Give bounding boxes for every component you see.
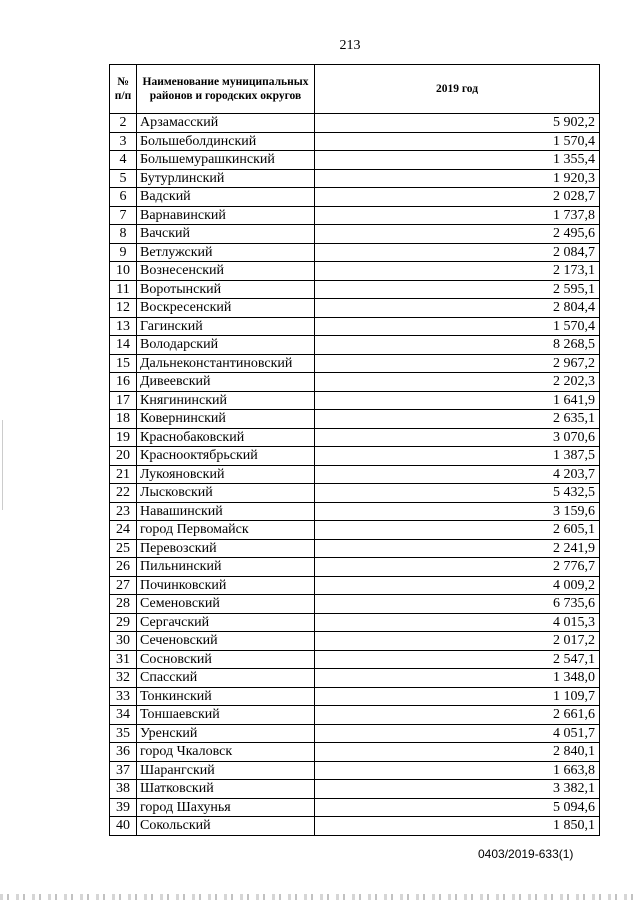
- row-value: 2 635,1: [315, 410, 600, 429]
- row-number: 12: [110, 299, 137, 318]
- row-value: 1 737,8: [315, 206, 600, 225]
- table-row: [110, 669, 600, 688]
- table-row: [110, 761, 600, 780]
- row-value: 2 661,6: [315, 706, 600, 725]
- table-row: [110, 817, 600, 836]
- row-number: 22: [110, 484, 137, 503]
- table-row: [110, 280, 600, 299]
- row-district-name: Семеновский: [137, 595, 315, 614]
- row-number: 21: [110, 465, 137, 484]
- row-district-name: Бутурлинский: [137, 169, 315, 188]
- row-district-name: Большеболдинский: [137, 132, 315, 151]
- row-district-name: Лысковский: [137, 484, 315, 503]
- row-number: 37: [110, 761, 137, 780]
- row-number: 23: [110, 502, 137, 521]
- row-value: 1 641,9: [315, 391, 600, 410]
- row-number: 16: [110, 373, 137, 392]
- row-district-name: Починковский: [137, 576, 315, 595]
- row-number: 33: [110, 687, 137, 706]
- row-value: 2 605,1: [315, 521, 600, 540]
- row-district-name: Княгининский: [137, 391, 315, 410]
- table-row: [110, 576, 600, 595]
- table-row: [110, 447, 600, 466]
- row-value: 2 547,1: [315, 650, 600, 669]
- table-row: [110, 188, 600, 207]
- table-row: [110, 706, 600, 725]
- row-district-name: Ветлужский: [137, 243, 315, 262]
- table-row: [110, 465, 600, 484]
- row-district-name: Вадский: [137, 188, 315, 207]
- table-row: [110, 225, 600, 244]
- row-value: 1 570,4: [315, 317, 600, 336]
- row-district-name: Сергачский: [137, 613, 315, 632]
- row-district-name: Сеченовский: [137, 632, 315, 651]
- row-number: 15: [110, 354, 137, 373]
- table-row: [110, 521, 600, 540]
- table-row: [110, 336, 600, 355]
- table-row: [110, 373, 600, 392]
- row-district-name: Шатковский: [137, 780, 315, 799]
- row-value: 2 967,2: [315, 354, 600, 373]
- row-value: 4 203,7: [315, 465, 600, 484]
- row-district-name: Сосновский: [137, 650, 315, 669]
- row-number: 8: [110, 225, 137, 244]
- table-row: [110, 595, 600, 614]
- table-row: [110, 410, 600, 429]
- row-number: 20: [110, 447, 137, 466]
- row-value: 2 202,3: [315, 373, 600, 392]
- table-row: [110, 169, 600, 188]
- row-value: 2 804,4: [315, 299, 600, 318]
- row-number: 17: [110, 391, 137, 410]
- table-row: [110, 743, 600, 762]
- row-district-name: Воскресенский: [137, 299, 315, 318]
- row-district-name: Перевозский: [137, 539, 315, 558]
- row-number: 2: [110, 114, 137, 133]
- table-row: [110, 206, 600, 225]
- table-row: [110, 391, 600, 410]
- table-row: [110, 243, 600, 262]
- row-district-name: Пильнинский: [137, 558, 315, 577]
- row-number: 10: [110, 262, 137, 281]
- row-value: 1 570,4: [315, 132, 600, 151]
- table-row: [110, 299, 600, 318]
- row-number: 11: [110, 280, 137, 299]
- row-value: 4 009,2: [315, 576, 600, 595]
- row-value: 2 776,7: [315, 558, 600, 577]
- table-row: [110, 798, 600, 817]
- row-number: 38: [110, 780, 137, 799]
- row-district-name: Сокольский: [137, 817, 315, 836]
- row-district-name: Спасский: [137, 669, 315, 688]
- row-number: 13: [110, 317, 137, 336]
- table-row: [110, 317, 600, 336]
- row-number: 18: [110, 410, 137, 429]
- row-number: 35: [110, 724, 137, 743]
- header-year: 2019 год: [315, 65, 600, 114]
- scan-bottom-strip: [0, 894, 640, 900]
- header-name: Наименование муниципальных районов и городских округов: [137, 65, 315, 114]
- row-value: 4 015,3: [315, 613, 600, 632]
- row-value: 2 595,1: [315, 280, 600, 299]
- document-code: 0403/2019-633(1): [478, 847, 574, 861]
- row-district-name: Большемурашкинский: [137, 151, 315, 170]
- table-row: [110, 502, 600, 521]
- row-district-name: Навашинский: [137, 502, 315, 521]
- row-number: 9: [110, 243, 137, 262]
- row-number: 7: [110, 206, 137, 225]
- row-number: 31: [110, 650, 137, 669]
- row-number: 39: [110, 798, 137, 817]
- row-value: 4 051,7: [315, 724, 600, 743]
- header-number-text: № п/п: [114, 76, 132, 102]
- table-body: [110, 114, 600, 836]
- row-district-name: Вознесенский: [137, 262, 315, 281]
- table-row: [110, 650, 600, 669]
- row-value: 1 387,5: [315, 447, 600, 466]
- page-number: 213: [339, 38, 361, 53]
- row-number: 3: [110, 132, 137, 151]
- row-value: 5 902,2: [315, 114, 600, 133]
- row-number: 19: [110, 428, 137, 447]
- row-district-name: Краснобаковский: [137, 428, 315, 447]
- table-row: [110, 613, 600, 632]
- row-district-name: город Первомайск: [137, 521, 315, 540]
- row-district-name: Краснооктябрьский: [137, 447, 315, 466]
- row-value: 3 159,6: [315, 502, 600, 521]
- table-row: [110, 724, 600, 743]
- row-number: 4: [110, 151, 137, 170]
- row-value: 1 348,0: [315, 669, 600, 688]
- row-number: 26: [110, 558, 137, 577]
- row-district-name: Тоншаевский: [137, 706, 315, 725]
- table-row: [110, 151, 600, 170]
- row-value: 8 268,5: [315, 336, 600, 355]
- table-header-row: [110, 65, 600, 114]
- row-value: 2 028,7: [315, 188, 600, 207]
- row-number: 5: [110, 169, 137, 188]
- table-row: [110, 558, 600, 577]
- row-value: 2 241,9: [315, 539, 600, 558]
- row-district-name: Дивеевский: [137, 373, 315, 392]
- row-number: 14: [110, 336, 137, 355]
- row-value: 5 432,5: [315, 484, 600, 503]
- row-value: 3 070,6: [315, 428, 600, 447]
- row-value: 5 094,6: [315, 798, 600, 817]
- row-number: 27: [110, 576, 137, 595]
- row-value: 2 495,6: [315, 225, 600, 244]
- row-district-name: Володарский: [137, 336, 315, 355]
- row-district-name: Воротынский: [137, 280, 315, 299]
- row-district-name: город Шахунья: [137, 798, 315, 817]
- table-row: [110, 132, 600, 151]
- table-row: [110, 114, 600, 133]
- row-value: 1 920,3: [315, 169, 600, 188]
- table-row: [110, 354, 600, 373]
- table-row: [110, 428, 600, 447]
- row-value: 1 109,7: [315, 687, 600, 706]
- row-district-name: Арзамасский: [137, 114, 315, 133]
- row-district-name: Ковернинский: [137, 410, 315, 429]
- row-district-name: Гагинский: [137, 317, 315, 336]
- table-row: [110, 632, 600, 651]
- row-value: 2 840,1: [315, 743, 600, 762]
- row-value: 2 173,1: [315, 262, 600, 281]
- table-row: [110, 484, 600, 503]
- row-value: 1 355,4: [315, 151, 600, 170]
- row-number: 34: [110, 706, 137, 725]
- row-district-name: Варнавинский: [137, 206, 315, 225]
- row-district-name: Вачский: [137, 225, 315, 244]
- header-number: [110, 65, 137, 114]
- row-value: 6 735,6: [315, 595, 600, 614]
- row-district-name: Дальнеконстантиновский: [137, 354, 315, 373]
- budget-table: [109, 64, 600, 836]
- row-value: 2 017,2: [315, 632, 600, 651]
- table-row: [110, 687, 600, 706]
- row-number: 36: [110, 743, 137, 762]
- row-district-name: Тонкинский: [137, 687, 315, 706]
- row-value: 3 382,1: [315, 780, 600, 799]
- scan-margin-mark: [2, 420, 3, 510]
- row-number: 40: [110, 817, 137, 836]
- row-number: 28: [110, 595, 137, 614]
- row-number: 6: [110, 188, 137, 207]
- row-number: 25: [110, 539, 137, 558]
- row-value: 1 850,1: [315, 817, 600, 836]
- table-row: [110, 539, 600, 558]
- row-district-name: Шарангский: [137, 761, 315, 780]
- row-district-name: город Чкаловск: [137, 743, 315, 762]
- row-number: 24: [110, 521, 137, 540]
- row-value: 1 663,8: [315, 761, 600, 780]
- row-district-name: Лукояновский: [137, 465, 315, 484]
- row-district-name: Уренский: [137, 724, 315, 743]
- row-number: 32: [110, 669, 137, 688]
- row-number: 30: [110, 632, 137, 651]
- table-row: [110, 780, 600, 799]
- table-row: [110, 262, 600, 281]
- row-number: 29: [110, 613, 137, 632]
- row-value: 2 084,7: [315, 243, 600, 262]
